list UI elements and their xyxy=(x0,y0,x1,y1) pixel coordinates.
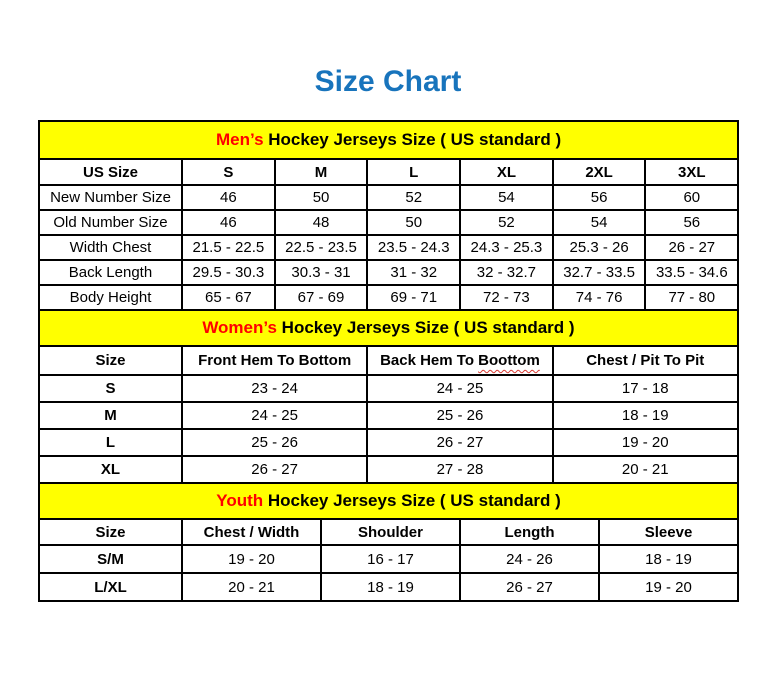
value-cell: 26 - 27 xyxy=(367,429,552,456)
value-cell: 24.3 - 25.3 xyxy=(460,235,553,260)
section-banner xyxy=(39,121,738,159)
column-header: Sleeve xyxy=(599,519,738,545)
value-cell: 22.5 - 23.5 xyxy=(275,235,368,260)
value-cell: 32 - 32.7 xyxy=(460,260,553,285)
column-header: Front Hem To Bottom xyxy=(182,346,367,375)
value-cell: 54 xyxy=(460,185,553,210)
row-label: L xyxy=(39,429,182,456)
table-row xyxy=(39,402,738,429)
value-cell: 16 - 17 xyxy=(321,545,460,573)
value-cell: 18 - 19 xyxy=(553,402,738,429)
column-header: 3XL xyxy=(645,159,738,185)
table-row xyxy=(39,260,738,285)
value-cell: 19 - 20 xyxy=(599,573,738,601)
section-banner-row xyxy=(39,483,738,519)
row-label: Back Length xyxy=(39,260,182,285)
womens-size-table xyxy=(38,309,739,484)
table-row xyxy=(39,573,738,601)
value-cell: 23.5 - 24.3 xyxy=(367,235,460,260)
row-label: New Number Size xyxy=(39,185,182,210)
value-cell: 69 - 71 xyxy=(367,285,460,310)
value-cell: 25 - 26 xyxy=(182,429,367,456)
column-header: L xyxy=(367,159,460,185)
table-row xyxy=(39,235,738,260)
value-cell: 32.7 - 33.5 xyxy=(553,260,646,285)
section-banner-text: Hockey Jerseys Size ( US standard ) xyxy=(263,491,561,510)
value-cell: 50 xyxy=(367,210,460,235)
youth-size-table xyxy=(38,482,739,602)
table-row xyxy=(39,456,738,483)
section-banner-highlight: Women’s xyxy=(202,318,277,337)
row-label: M xyxy=(39,402,182,429)
value-cell: 21.5 - 22.5 xyxy=(182,235,275,260)
table-row xyxy=(39,285,738,310)
row-label: S xyxy=(39,375,182,402)
table-row xyxy=(39,375,738,402)
row-label: L/XL xyxy=(39,573,182,601)
value-cell: 46 xyxy=(182,185,275,210)
value-cell: 77 - 80 xyxy=(645,285,738,310)
section-banner xyxy=(39,310,738,346)
column-header-row xyxy=(39,519,738,545)
size-tables xyxy=(38,120,738,602)
column-header-row xyxy=(39,159,738,185)
value-cell: 20 - 21 xyxy=(553,456,738,483)
page-title: Size Chart xyxy=(314,65,462,98)
value-cell: 19 - 20 xyxy=(182,545,321,573)
value-cell: 25 - 26 xyxy=(367,402,552,429)
value-cell: 26 - 27 xyxy=(460,573,599,601)
column-header: Size xyxy=(39,346,182,375)
section-banner-row xyxy=(39,121,738,159)
column-header: Back Hem To Boottom xyxy=(367,346,552,375)
column-header: 2XL xyxy=(553,159,646,185)
misspelled-word: Boottom xyxy=(478,352,540,369)
value-cell: 74 - 76 xyxy=(553,285,646,310)
value-cell: 18 - 19 xyxy=(599,545,738,573)
column-header: Shoulder xyxy=(321,519,460,545)
section-banner-text: Hockey Jerseys Size ( US standard ) xyxy=(263,130,562,149)
mens-size-table xyxy=(38,120,739,311)
value-cell: 19 - 20 xyxy=(553,429,738,456)
value-cell: 29.5 - 30.3 xyxy=(182,260,275,285)
value-cell: 25.3 - 26 xyxy=(553,235,646,260)
value-cell: 30.3 - 31 xyxy=(275,260,368,285)
column-header: Chest / Width xyxy=(182,519,321,545)
value-cell: 24 - 26 xyxy=(460,545,599,573)
column-header: Chest / Pit To Pit xyxy=(553,346,738,375)
value-cell: 18 - 19 xyxy=(321,573,460,601)
value-cell: 52 xyxy=(367,185,460,210)
column-header: M xyxy=(275,159,368,185)
row-label: Body Height xyxy=(39,285,182,310)
value-cell: 46 xyxy=(182,210,275,235)
value-cell: 17 - 18 xyxy=(553,375,738,402)
row-label: S/M xyxy=(39,545,182,573)
value-cell: 26 - 27 xyxy=(182,456,367,483)
value-cell: 67 - 69 xyxy=(275,285,368,310)
column-header: S xyxy=(182,159,275,185)
column-header: Length xyxy=(460,519,599,545)
row-label: XL xyxy=(39,456,182,483)
value-cell: 20 - 21 xyxy=(182,573,321,601)
value-cell: 52 xyxy=(460,210,553,235)
value-cell: 27 - 28 xyxy=(367,456,552,483)
value-cell: 56 xyxy=(645,210,738,235)
section-banner-highlight: Men’s xyxy=(215,130,264,149)
value-cell: 33.5 - 34.6 xyxy=(645,260,738,285)
value-cell: 54 xyxy=(553,210,646,235)
table-row xyxy=(39,429,738,456)
section-banner-row xyxy=(39,310,738,346)
value-cell: 23 - 24 xyxy=(182,375,367,402)
table-row xyxy=(39,210,738,235)
value-cell: 65 - 67 xyxy=(182,285,275,310)
value-cell: 26 - 27 xyxy=(645,235,738,260)
section-banner-text: Hockey Jerseys Size ( US standard ) xyxy=(276,318,575,337)
row-label: Old Number Size xyxy=(39,210,182,235)
value-cell: 60 xyxy=(645,185,738,210)
value-cell: 56 xyxy=(553,185,646,210)
section-banner xyxy=(39,483,738,519)
column-header: Size xyxy=(39,519,182,545)
row-label: Width Chest xyxy=(39,235,182,260)
value-cell: 31 - 32 xyxy=(367,260,460,285)
table-row xyxy=(39,545,738,573)
column-header-row xyxy=(39,346,738,375)
section-banner-highlight: Youth xyxy=(216,491,264,510)
column-header: XL xyxy=(460,159,553,185)
value-cell: 24 - 25 xyxy=(182,402,367,429)
value-cell: 48 xyxy=(275,210,368,235)
column-header: US Size xyxy=(39,159,182,185)
value-cell: 50 xyxy=(275,185,368,210)
value-cell: 72 - 73 xyxy=(460,285,553,310)
table-row xyxy=(39,185,738,210)
value-cell: 24 - 25 xyxy=(367,375,552,402)
